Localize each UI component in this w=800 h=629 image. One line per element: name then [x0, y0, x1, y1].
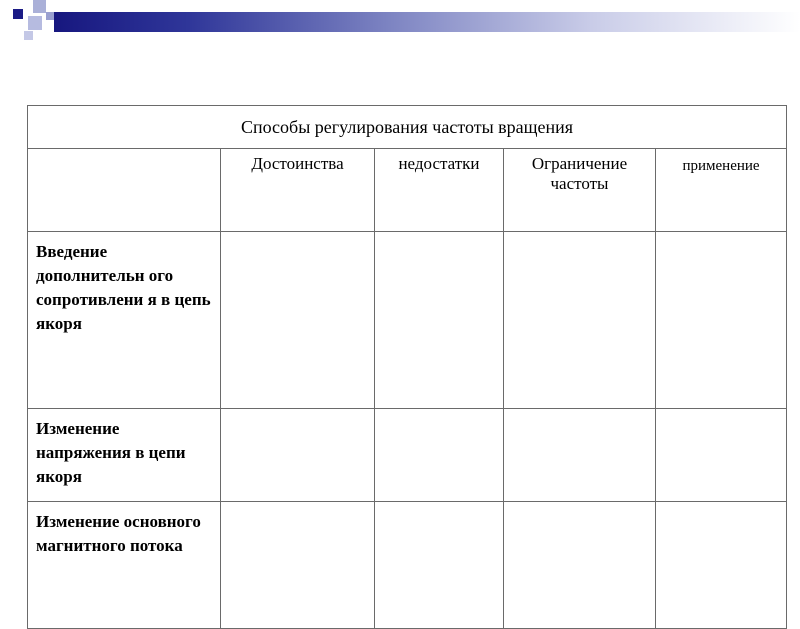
- table-cell: [221, 502, 375, 629]
- decor-square: [46, 12, 54, 20]
- table-cell: [504, 502, 656, 629]
- table-cell: [656, 409, 787, 502]
- decor-square: [13, 9, 23, 19]
- table-cell: [375, 232, 504, 409]
- table-cell: [221, 232, 375, 409]
- table-cell: [656, 502, 787, 629]
- table-cell: [221, 409, 375, 502]
- column-header-frequency-limit: Ограничение частоты: [504, 149, 656, 232]
- column-header-application: применение: [656, 149, 787, 232]
- decor-square: [24, 31, 33, 40]
- decor-square: [33, 0, 46, 13]
- table-cell: [375, 409, 504, 502]
- table-cell: [375, 502, 504, 629]
- table-cell: [656, 232, 787, 409]
- row-label-magnetic-flux: Изменение основного магнитного потока: [28, 502, 221, 629]
- header-corner-cell: [28, 149, 221, 232]
- slide-header-bar: [54, 12, 800, 32]
- table-cell: [504, 232, 656, 409]
- methods-table: [27, 105, 787, 629]
- column-header-disadvantages: недостатки: [375, 149, 504, 232]
- decor-square: [28, 16, 42, 30]
- table-cell: [504, 409, 656, 502]
- row-label-armature-voltage: Изменение напряжения в цепи якоря: [28, 409, 221, 502]
- column-header-advantages: Достоинства: [221, 149, 375, 232]
- table-title: Способы регулирования частоты вращения: [28, 106, 787, 149]
- row-label-armature-resistance: Введение дополнительн ого сопротивлени я в цепь якоря: [28, 232, 221, 409]
